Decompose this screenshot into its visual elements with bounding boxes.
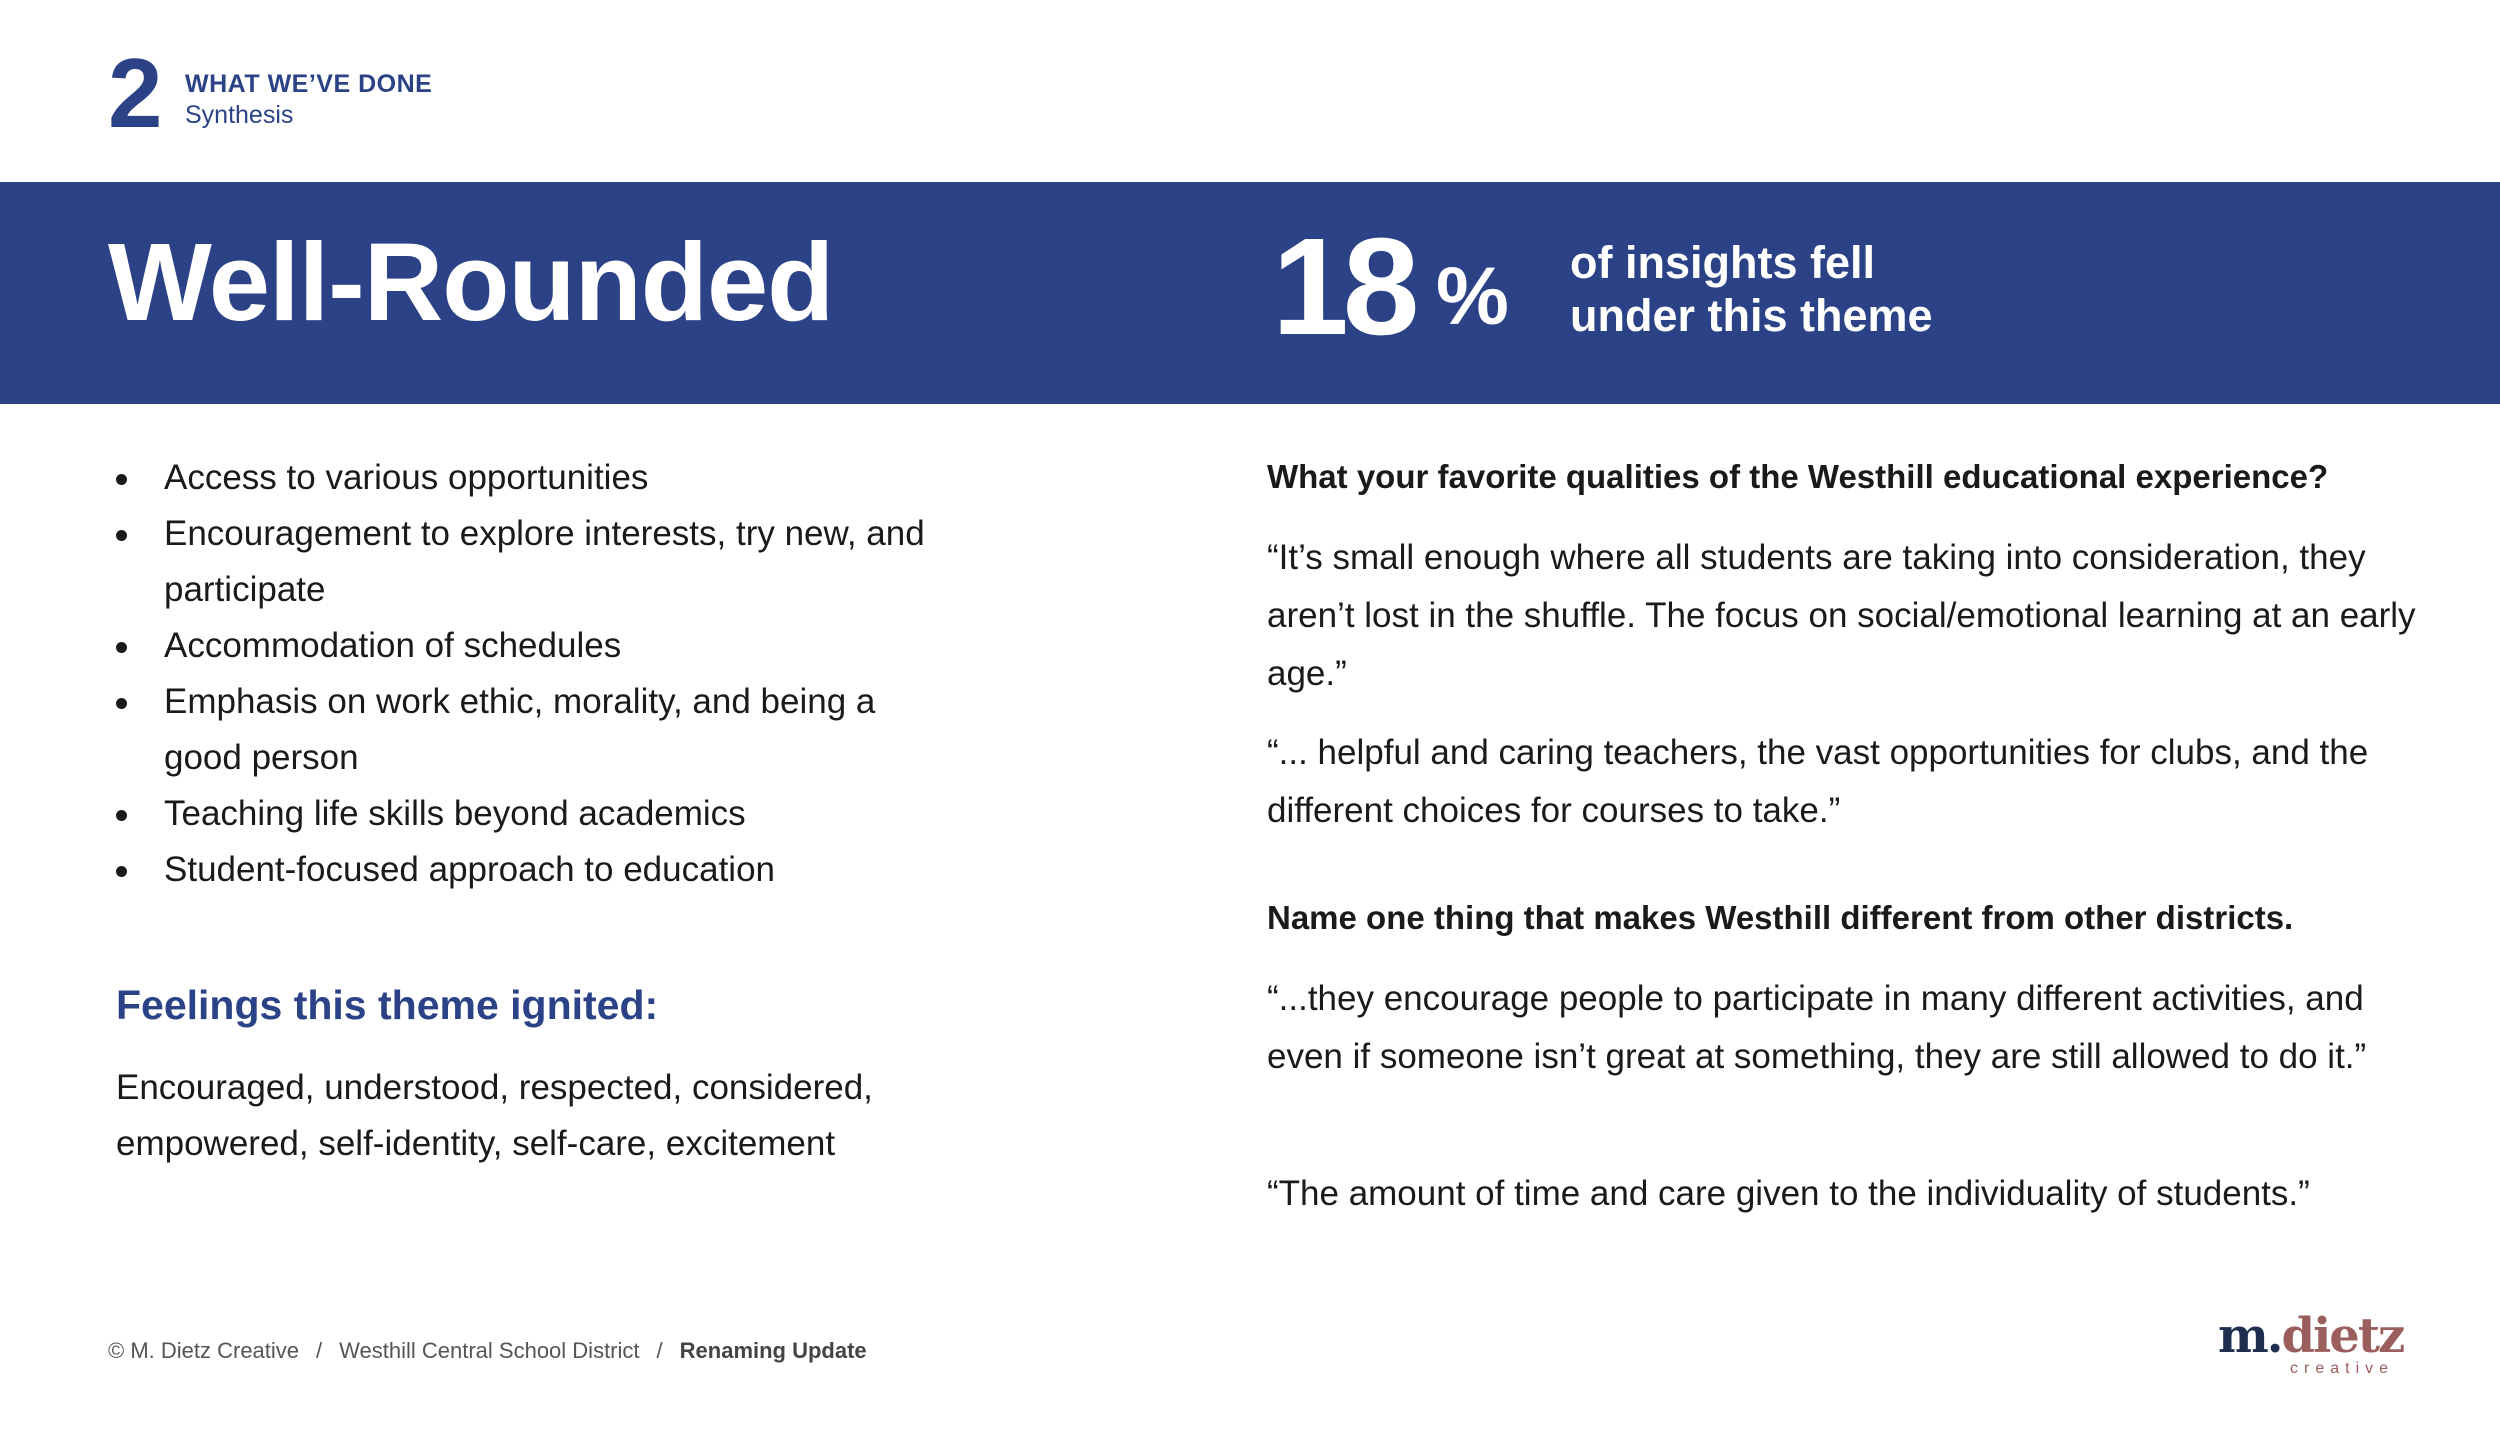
footer-copyright: © M. Dietz Creative [108,1338,300,1363]
survey-question: What your favorite qualities of the Westhill educational experience? [1267,458,2329,495]
list-item-text: Student-focused approach to education [164,850,775,889]
logo-m: m. [2218,1308,2282,1364]
stat-number: 18 [1272,210,1414,364]
bullet-icon [116,810,127,821]
survey-quote: “... helpful and caring teachers, the vast opportunities for clubs, and the different choices for courses to take.” [1267,733,2369,830]
list-item [116,506,934,618]
list-item [116,842,976,898]
brand-logo [2218,1308,2404,1382]
section-number: 2 [108,38,161,148]
footer-separator: / [656,1338,663,1363]
theme-title: Well-Rounded [108,221,834,344]
stat-text-line-2: under this theme [1570,290,1933,341]
stat-unit: % [1436,251,1509,342]
survey-quote: “It’s small enough where all students are taking into consideration, they aren’t lost in the shuffle. The focus on social/emotional learning at an early age.” [1267,538,2416,693]
bullet-icon [116,866,127,877]
list-item-text: Encouragement to explore interests, try new, and participate [164,514,925,609]
footer-project: Renaming Update [679,1338,867,1363]
list-item-text: Accommodation of schedules [164,626,622,665]
section-label: WHAT WE’VE DONE [185,70,433,98]
stat-text-line-1: of insights fell [1570,237,1876,288]
survey-quote: “...they encourage people to participate in many different activities, and even if someone isn’t great at something, they are still allowed to do it.” [1267,979,2367,1076]
list-item [116,786,976,842]
insight-list [116,450,976,898]
footer-client: Westhill Central School District [339,1338,640,1363]
survey-question: Name one thing that makes Westhill different from other districts. [1267,899,2294,936]
list-item [116,674,934,786]
list-item-text: Emphasis on work ethic, morality, and being a good person [164,682,876,777]
list-item-text: Teaching life skills beyond academics [164,794,746,833]
bullet-icon [116,642,127,653]
list-item [116,618,976,674]
stat-description [1570,236,2070,342]
bullet-icon [116,530,127,541]
section-subtitle: Synthesis [185,101,294,129]
footer-separator: / [316,1338,323,1363]
feelings-text: Encouraged, understood, respected, considered, empowered, self-identity, self-care, excitement [116,1068,873,1163]
footer [108,1338,867,1364]
logo-wordmark [2218,1308,2404,1364]
bullet-icon [116,474,127,485]
survey-quote: “The amount of time and care given to the individuality of students.” [1267,1174,2310,1213]
list-item [116,450,976,506]
logo-dietz: dietz [2281,1308,2404,1364]
feelings-heading: Feelings this theme ignited: [116,982,659,1028]
bullet-icon [116,698,127,709]
logo-subtitle: creative [2290,1360,2395,1377]
list-item-text: Access to various opportunities [164,458,649,497]
